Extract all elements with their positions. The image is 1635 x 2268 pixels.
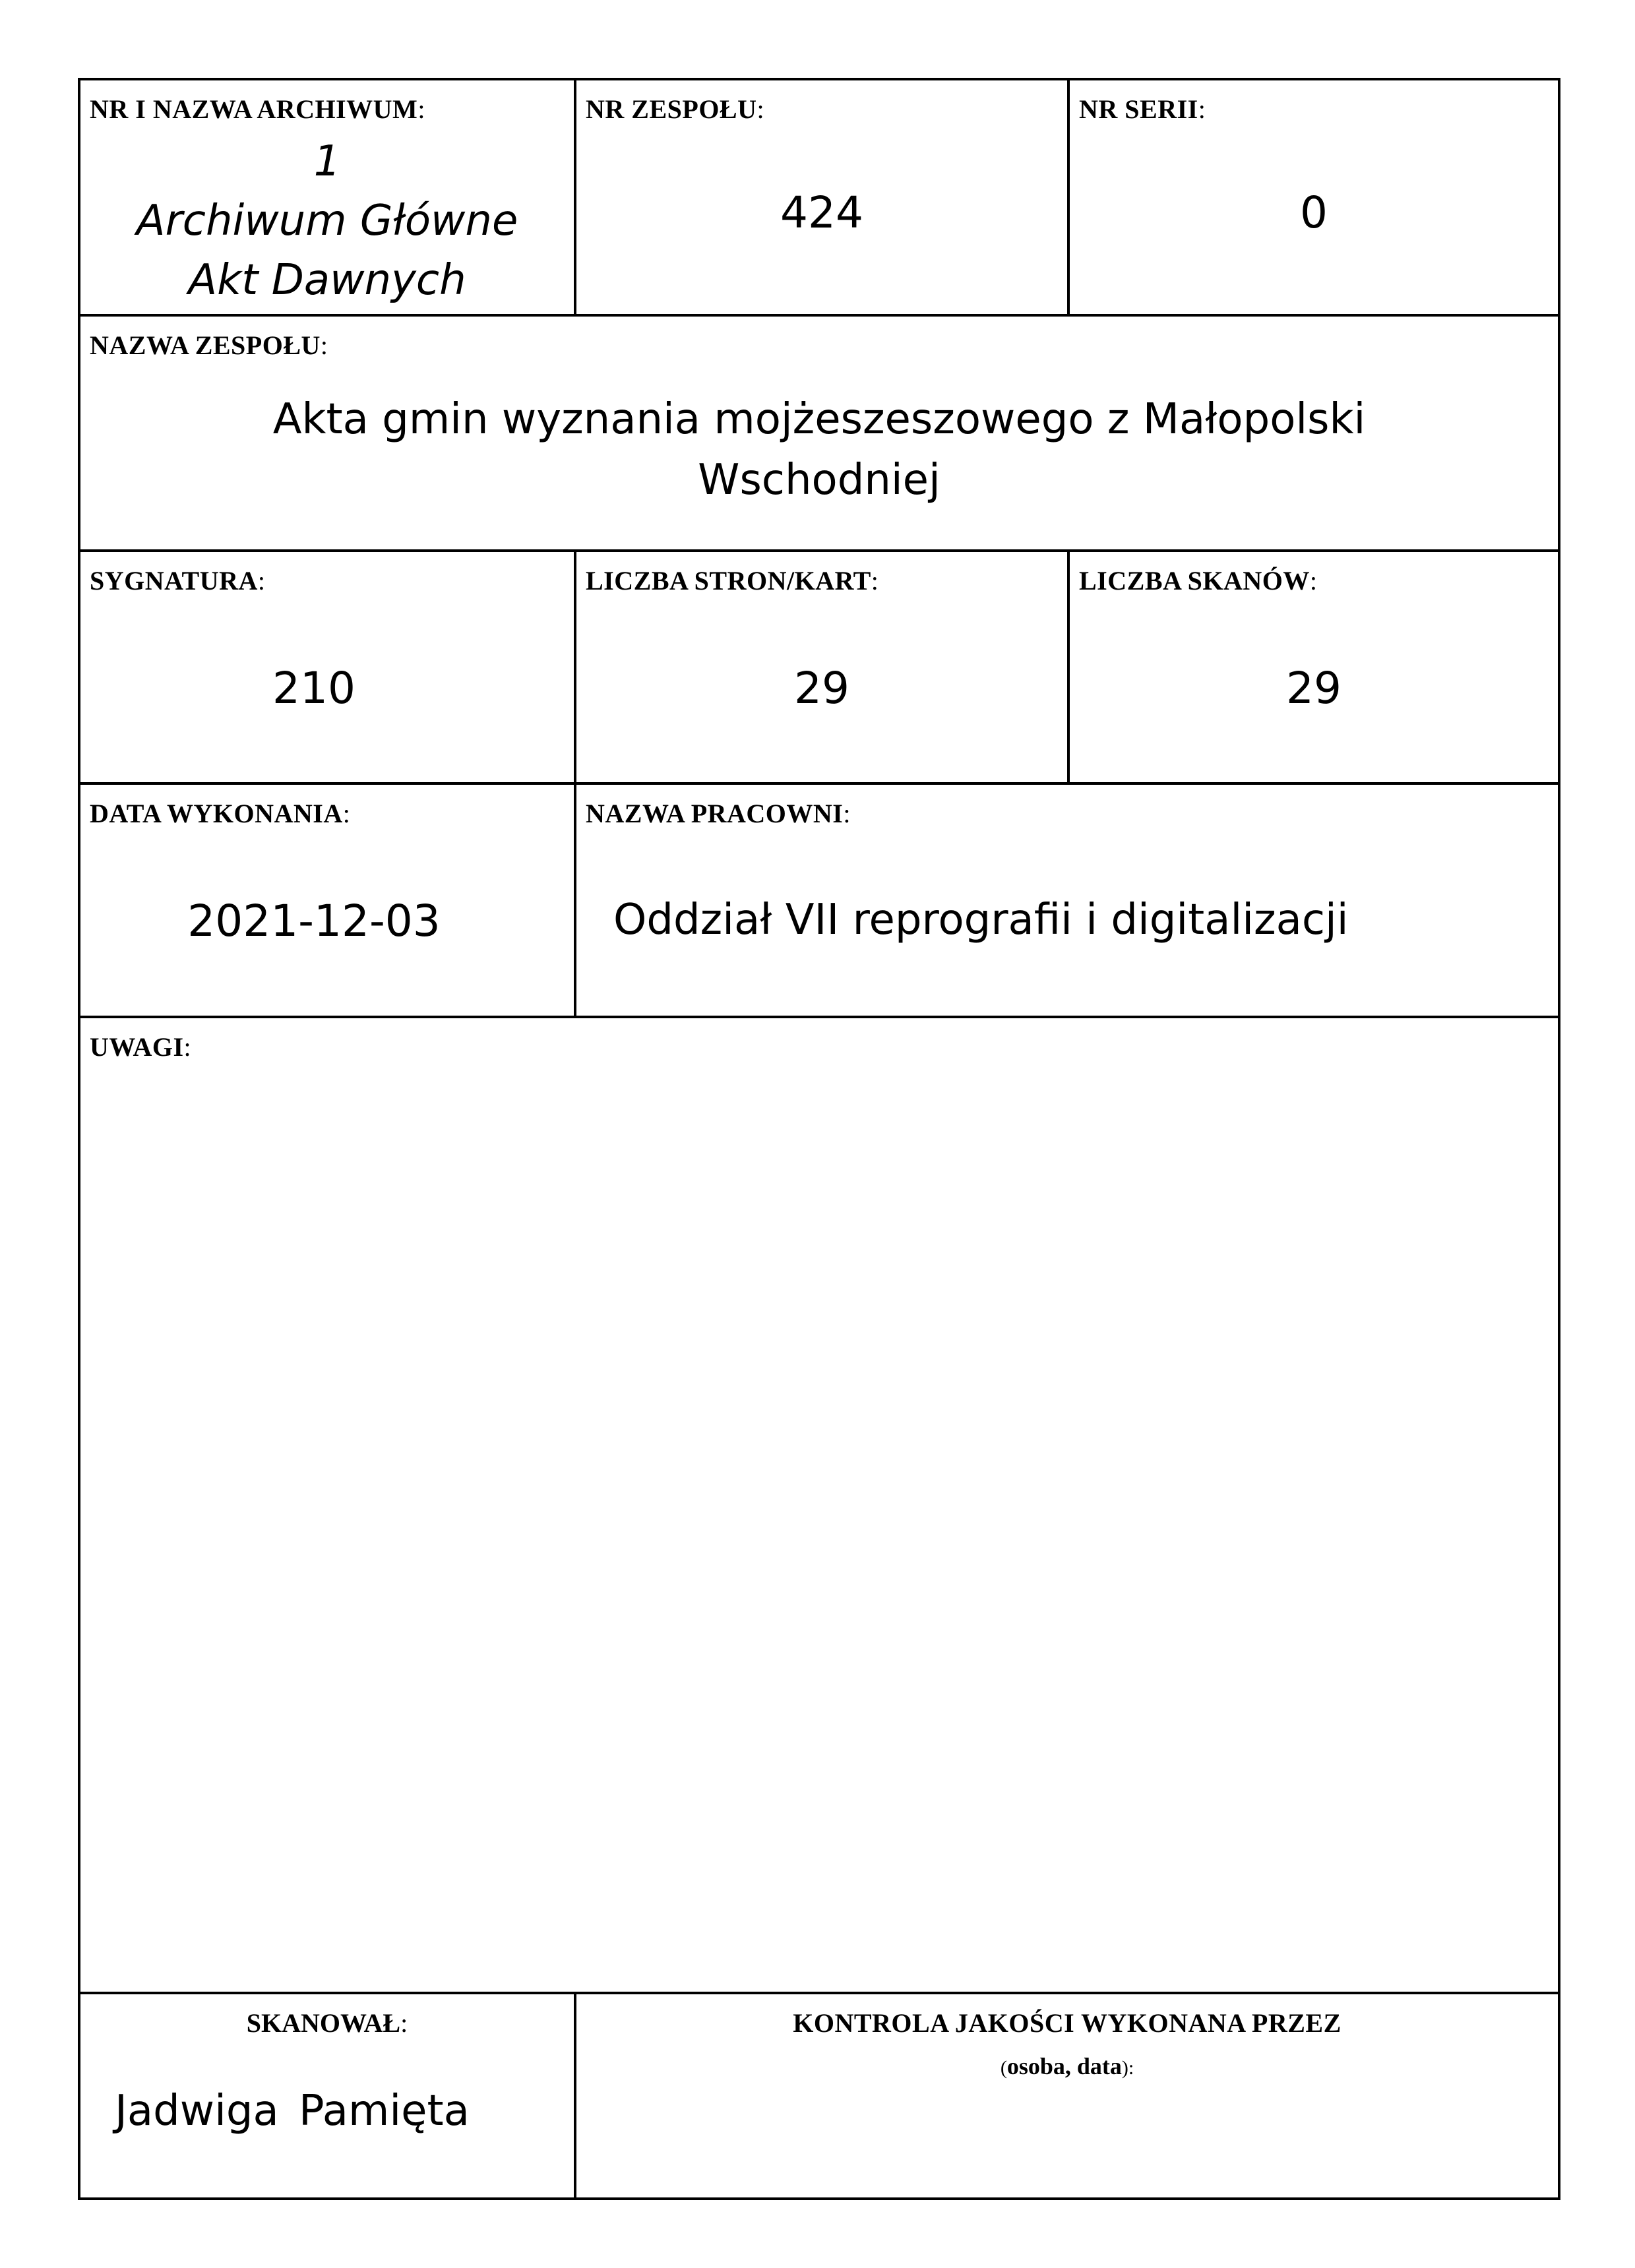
- quality-control-sublabel: (osoba, data):: [1000, 2053, 1134, 2079]
- fond-number-label: NR ZESPOŁU:: [586, 94, 765, 124]
- scan-count-value: 29: [1286, 663, 1342, 714]
- fond-name-value: Akta gmin wyznania mojżeszeszowego z Małopolski Wschodniej: [272, 395, 1366, 505]
- signature-value: 210: [272, 663, 355, 714]
- fond-number-cell: [574, 80, 1067, 314]
- workshop-value: Oddział VII reprografii i digitalizacji: [613, 896, 1349, 944]
- archive-cell: [80, 80, 574, 314]
- workshop-label: NAZWA PRACOWNI:: [586, 799, 851, 828]
- quality-control-label: KONTROLA JAKOŚCI WYKONANA PRZEZ: [793, 2008, 1342, 2038]
- scan-count-cell: [1067, 552, 1558, 782]
- date-cell: [80, 785, 574, 1016]
- date-value: 2021-12-03: [187, 896, 441, 946]
- quality-control-cell: [574, 1994, 1558, 2197]
- scan-count-label: LICZBA SKANÓW:: [1079, 566, 1318, 596]
- remarks-label: UWAGI:: [90, 1032, 192, 1062]
- form-row-remarks: [80, 1016, 1558, 1992]
- series-number-value: 0: [1300, 187, 1328, 238]
- archive-name-line2: Akt Dawnych: [188, 256, 466, 305]
- fond-number-value: 424: [780, 187, 863, 238]
- remarks-cell: [80, 1018, 1558, 1992]
- metadata-form: [78, 78, 1560, 2200]
- signature-label: SYGNATURA:: [90, 566, 266, 596]
- fond-name-cell: [80, 317, 1558, 549]
- fond-name-label: NAZWA ZESPOŁU:: [90, 330, 328, 360]
- form-row-signoff: [80, 1992, 1558, 2197]
- archive-value: [80, 132, 574, 310]
- scanned-by-label: SKANOWAŁ:: [246, 2008, 408, 2038]
- series-number-label: NR SERII:: [1079, 94, 1206, 124]
- form-row-archive: [80, 80, 1558, 314]
- series-number-cell: [1067, 80, 1558, 314]
- scanned-by-value: Jadwiga Pamięta: [115, 2087, 470, 2135]
- archive-name-line1: Archiwum Główne: [136, 197, 518, 245]
- archive-number: 1: [313, 137, 341, 186]
- date-label: DATA WYKONANIA:: [90, 799, 351, 828]
- form-row-date-workshop: [80, 782, 1558, 1016]
- archive-label: NR I NAZWA ARCHIWUM:: [90, 94, 425, 124]
- form-row-counts: [80, 549, 1558, 782]
- scanned-by-cell: [80, 1994, 574, 2197]
- signature-cell: [80, 552, 574, 782]
- page-count-value: 29: [794, 663, 849, 714]
- form-row-fond-name: [80, 314, 1558, 549]
- workshop-cell: [574, 785, 1558, 1016]
- page-count-cell: [574, 552, 1067, 782]
- page-count-label: LICZBA STRON/KART:: [586, 566, 879, 596]
